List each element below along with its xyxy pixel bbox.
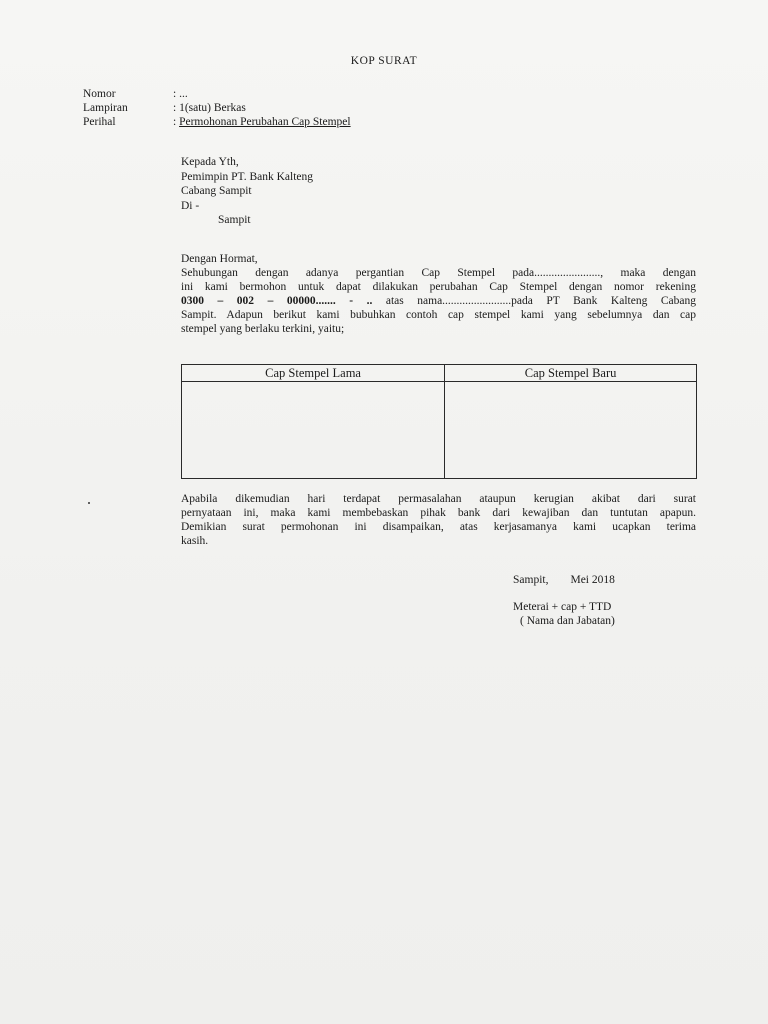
body-line bbox=[181, 294, 696, 308]
body-line: Sehubungan dengan adanya pergantian Cap Stempel pada......................., maka dengan bbox=[181, 267, 696, 279]
meta-row-perihal bbox=[83, 115, 351, 129]
place-date bbox=[513, 573, 615, 587]
closing-line: kasih. bbox=[181, 535, 209, 547]
body-line: Sampit. Adapun berikut kami bubuhkan contoh cap stempel kami yang sebelumnya dan cap bbox=[181, 309, 696, 321]
meta-label: Perihal bbox=[83, 116, 116, 128]
recipient-line: Sampit bbox=[218, 214, 251, 226]
body-line: ini kami bermohon untuk dapat dilakukan perubahan Cap Stempel dengan nomor rekening bbox=[181, 281, 696, 293]
meta-value: : 1(satu) Berkas bbox=[173, 102, 246, 114]
meta-label: Nomor bbox=[83, 88, 116, 100]
column-header-old-stamp: Cap Stempel Lama bbox=[182, 365, 445, 382]
closing-line: Apabila dikemudian hari terdapat permasalahan ataupun kerugian akibat dari surat bbox=[181, 493, 696, 505]
meta-row-nomor bbox=[83, 87, 351, 101]
table-header-row bbox=[182, 365, 697, 382]
closing-paragraph bbox=[181, 492, 696, 548]
account-number: 0300 – 002 – 00000....... - .. bbox=[181, 295, 373, 307]
greeting: Dengan Hormat, bbox=[181, 253, 258, 265]
stamp-comparison-table bbox=[181, 364, 697, 479]
column-header-new-stamp: Cap Stempel Baru bbox=[445, 365, 697, 382]
name-note: ( Nama dan Jabatan) bbox=[520, 615, 615, 627]
body-line: stempel yang berlaku terkini, yaitu; bbox=[181, 323, 345, 335]
letter-body bbox=[181, 252, 696, 336]
new-stamp-cell bbox=[445, 382, 697, 479]
meta-value bbox=[173, 115, 351, 129]
body-line-rest: atas nama........................pada PT Bank Kalteng Cabang bbox=[372, 295, 696, 307]
date: Mei 2018 bbox=[570, 574, 615, 586]
closing-line: Demikian surat permohonan ini disampaikan, atas kerjasamanya kami ucapkan terima bbox=[181, 521, 696, 533]
table-row bbox=[182, 382, 697, 479]
meta-value-prefix: : bbox=[173, 116, 180, 128]
old-stamp-cell bbox=[182, 382, 445, 479]
closing-line: pernyataan ini, maka kami membebaskan pihak bank dari kewajiban dan tuntutan apapun. bbox=[181, 507, 696, 519]
recipient-line: Di - bbox=[181, 199, 200, 212]
signature-block bbox=[513, 573, 615, 628]
recipient-line: Pemimpin PT. Bank Kalteng bbox=[181, 170, 314, 183]
subject-text: Permohonan Perubahan Cap Stempel bbox=[179, 116, 351, 128]
recipient-line: Cabang Sampit bbox=[181, 185, 252, 197]
place: Sampit, bbox=[513, 574, 549, 586]
stray-dot bbox=[88, 502, 90, 504]
stamp-note: Meterai + cap + TTD bbox=[513, 601, 612, 613]
meta-value: : ... bbox=[173, 88, 188, 100]
letterhead-title: KOP SURAT bbox=[350, 55, 418, 67]
letter-meta bbox=[83, 87, 351, 129]
recipient-block bbox=[181, 155, 313, 228]
meta-label: Lampiran bbox=[83, 102, 128, 114]
meta-row-lampiran bbox=[83, 101, 351, 115]
recipient-line: Kepada Yth, bbox=[181, 156, 239, 168]
